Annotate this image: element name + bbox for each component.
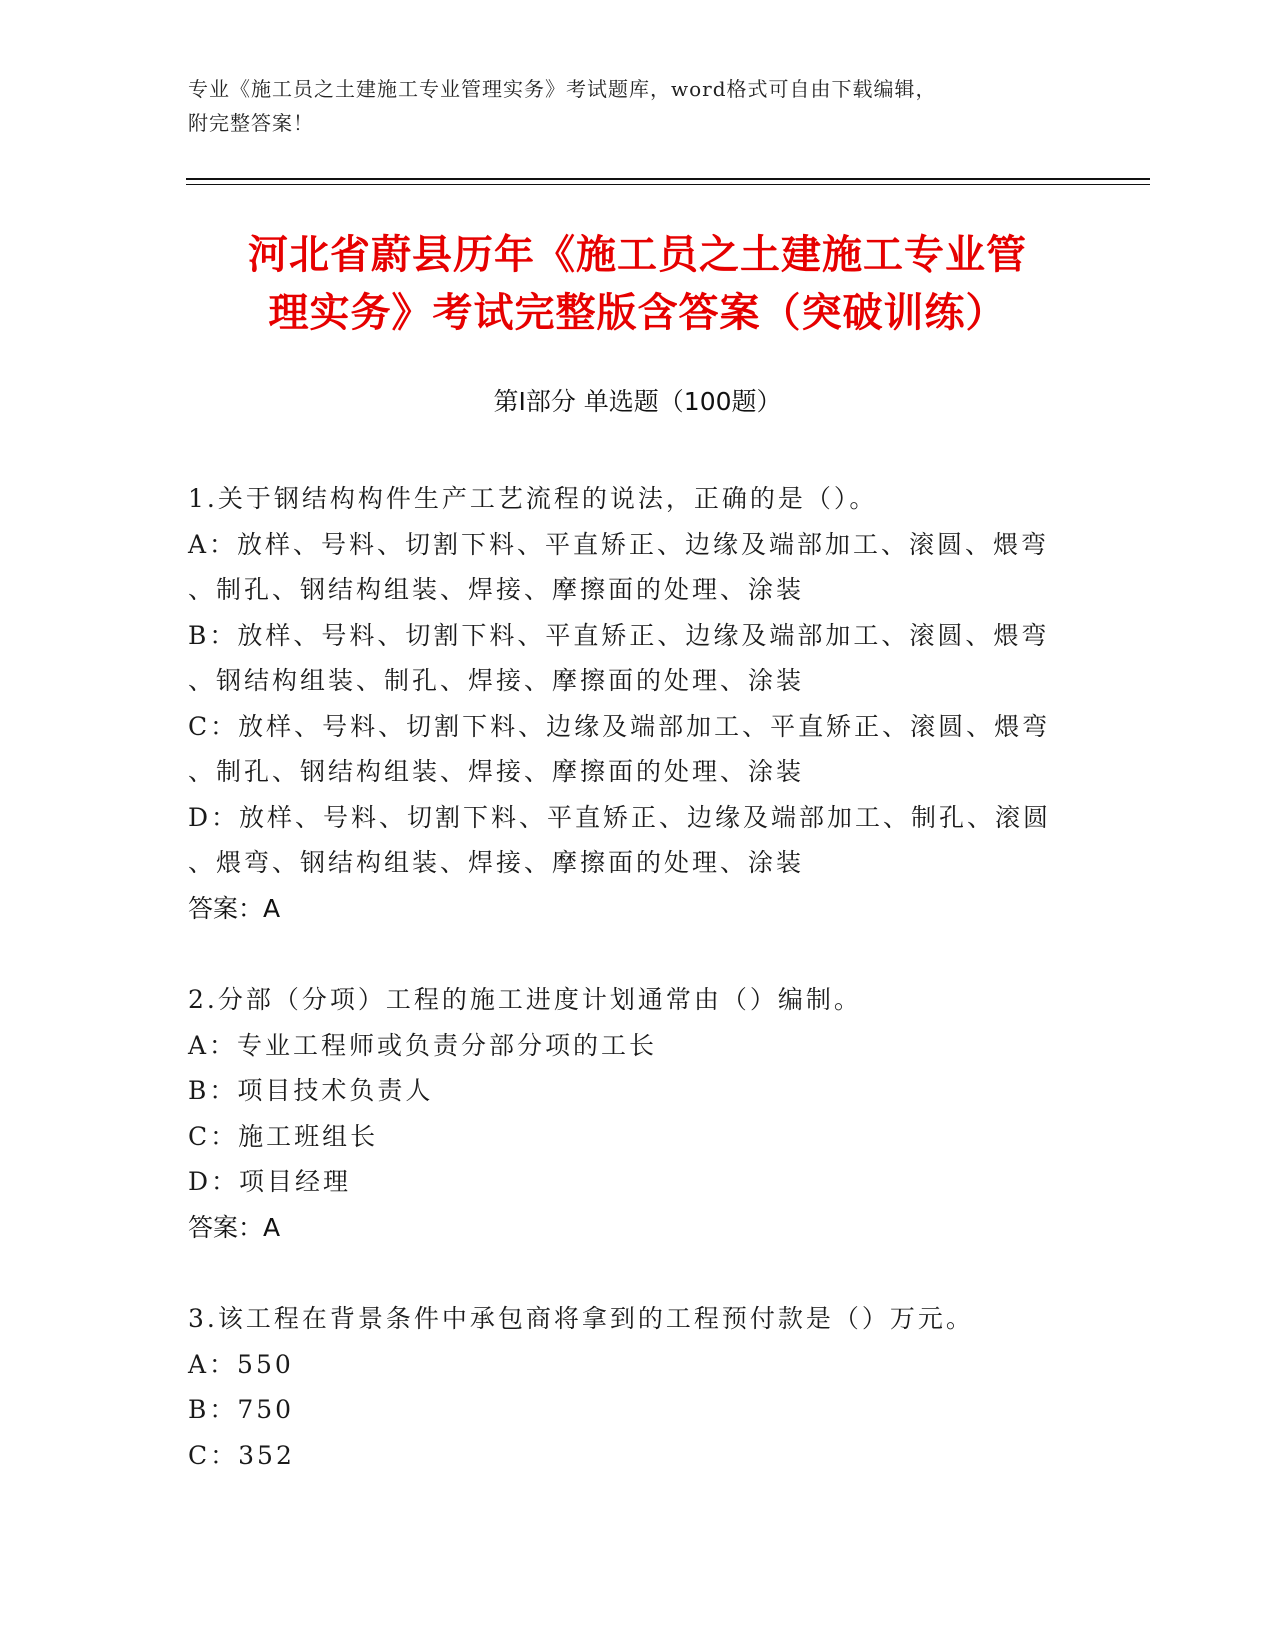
question-2-stem: 2.分部（分项）工程的施工进度计划通常由（）编制。 <box>188 985 862 1014</box>
question-2-answer: 答案：A <box>188 1212 281 1242</box>
question-1-option-c-cont: 、制孔、钢结构组装、焊接、摩擦面的处理、涂装 <box>188 757 805 786</box>
document-title-line1: 河北省蔚县历年《施工员之土建施工专业管 <box>248 232 1027 278</box>
header-note-line1: 专业《施工员之土建施工专业管理实务》考试题库，word格式可自由下载编辑， <box>188 77 937 101</box>
question-1-option-a: A：放样、号料、切割下料、平直矫正、边缘及端部加工、滚圆、煨弯 <box>188 529 1050 559</box>
question-1-answer: 答案：A <box>188 893 281 923</box>
question-2-option-a: A：专业工程师或负责分部分项的工长 <box>188 1030 658 1060</box>
question-2 <box>188 977 1068 1250</box>
question-3-option-a: A：550 <box>188 1349 294 1379</box>
header-note-line2: 附完整答案！ <box>188 111 314 135</box>
question-1-stem: 1.关于钢结构构件生产工艺流程的说法，正确的是（）。 <box>188 484 878 513</box>
question-1-option-c: C：放样、号料、切割下料、边缘及端部加工、平直矫正、滚圆、煨弯 <box>188 711 1051 741</box>
question-1-option-d: D：放样、号料、切割下料、平直矫正、边缘及端部加工、制孔、滚圆 <box>188 802 1052 832</box>
question-1 <box>188 476 1068 931</box>
question-list <box>188 476 1068 1524</box>
question-1-option-a-cont: 、制孔、钢结构组装、焊接、摩擦面的处理、涂装 <box>188 575 805 604</box>
document-title-line2: 理实务》考试完整版含答案（突破训练） <box>268 290 1007 336</box>
question-2-option-d: D：项目经理 <box>188 1167 352 1196</box>
document-title <box>150 226 1125 342</box>
question-1-option-d-cont: 、煨弯、钢结构组装、焊接、摩擦面的处理、涂装 <box>188 848 805 877</box>
header-note <box>188 72 1068 140</box>
question-3 <box>188 1296 1068 1478</box>
question-1-option-b-cont: 、钢结构组装、制孔、焊接、摩擦面的处理、涂装 <box>188 666 805 695</box>
question-3-option-c: C：352 <box>188 1440 295 1470</box>
header-rule-thick <box>186 178 1150 180</box>
question-2-option-b: B：项目技术负责人 <box>188 1076 434 1105</box>
question-3-stem: 3.该工程在背景条件中承包商将拿到的工程预付款是（）万元。 <box>188 1304 974 1333</box>
header-rule-thin <box>186 184 1150 185</box>
section-title: 第Ⅰ部分 单选题（100题） <box>493 387 782 416</box>
question-2-option-c: C：施工班组长 <box>188 1121 379 1151</box>
question-3-option-b: B：750 <box>188 1395 295 1424</box>
question-1-option-b: B：放样、号料、切割下料、平直矫正、边缘及端部加工、滚圆、煨弯 <box>188 620 1050 650</box>
